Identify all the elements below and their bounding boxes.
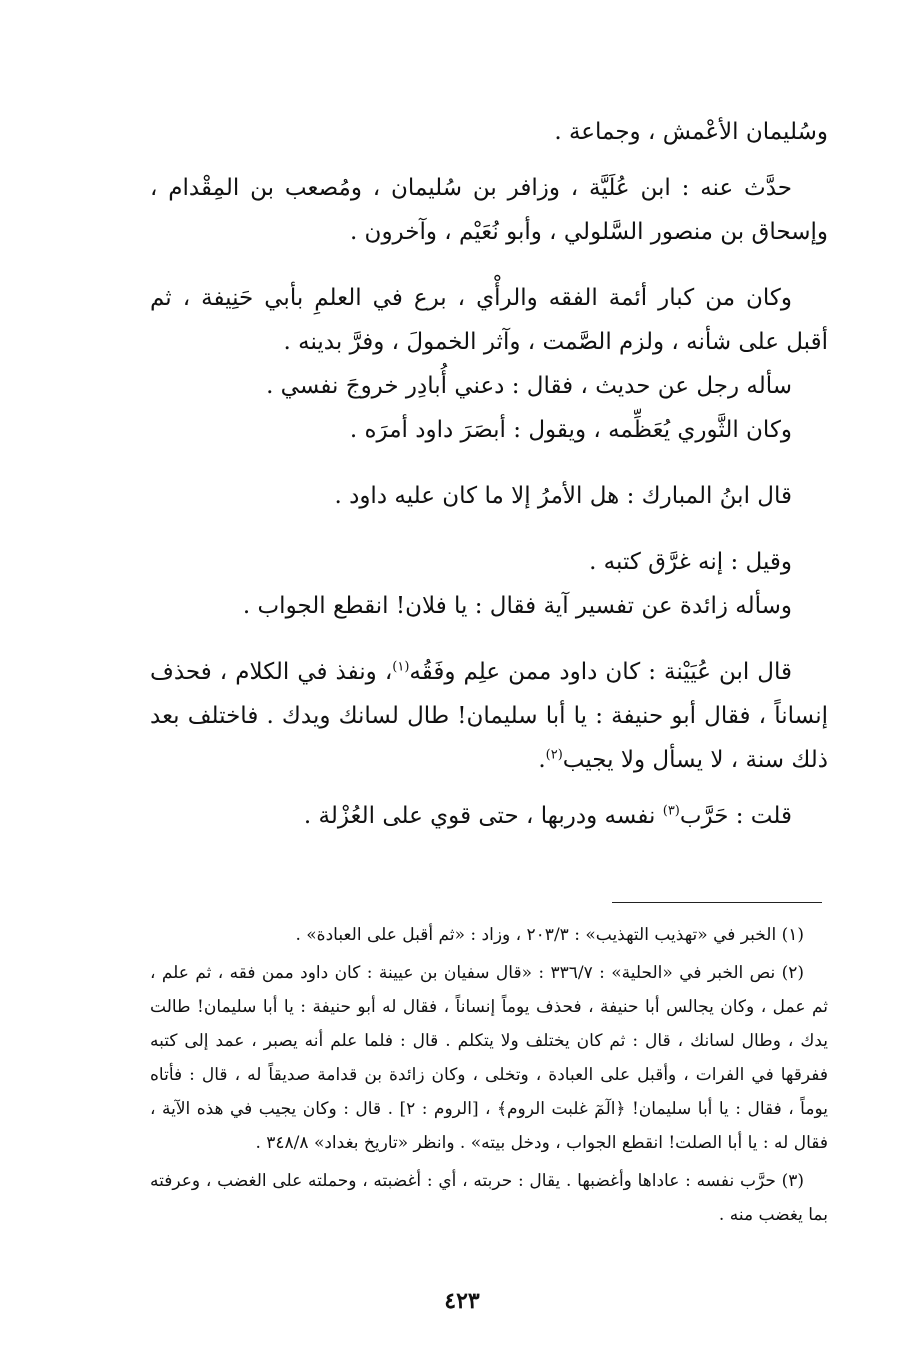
text-run: قلت : حَرَّب bbox=[679, 803, 792, 829]
paragraph: وسُليمان الأعْمش ، وجماعة . bbox=[554, 119, 828, 145]
footnote-divider bbox=[612, 902, 822, 903]
footnote: (٢) نص الخبر في «الحلية» : ٣٣٦/٧ : «قال سفيان بن عيينة : كان داود ممن فقه ، ثم علم ، ثم عمل ، وكان يجالس أبا حنيفة ، فحذف يوماً إنساناً ، فقال له أبو حنيفة : يا أبا سليمان! طالت يدك ، وطال لسانك ، قال : ثم كان يختلف ولا يتكلم . قال : فلما علم أنه يصبر ، عمد إلى كتبه ففرقها في الفرات ، وأقبل على العبادة ، وتخلى ، وكان زائدة بن قدامة صديقاً له ، قال : فأتاه يوماً ، فقال : يا أبا سليمان! ﴿الٓمٓ غلبت الروم﴾ ، [الروم : ٢] . قال : وكان يجيب في هذه الآية ، فقال له : يا أبا الصلت! انقطع الجواب ، ودخل بيته» . وانظر «تاريخ بغداد» ٣٤٨/٨ . bbox=[150, 963, 828, 1153]
paragraph bbox=[150, 794, 828, 838]
text-run: ، ونفذ في الكلام ، فحذف إنساناً ، فقال أبو حنيفة : يا أبا سليمان! طال لسانك ويدك . فاختلف بعد ذلك سنة ، لا يسأل ولا يجيب bbox=[150, 659, 828, 773]
footnote: (٣) حرَّب نفسه : عاداها وأغضبها . يقال : حربته ، أي : أغضبته ، وحملته على الغضب ، وعرفته بما يغضب منه . bbox=[150, 1171, 828, 1225]
main-text bbox=[150, 110, 828, 838]
paragraph: قال ابنُ المبارك : هل الأمرُ إلا ما كان عليه داود . bbox=[334, 483, 792, 509]
paragraph bbox=[150, 650, 828, 782]
paragraph: سأله رجل عن حديث ، فقال : دعني أُبادِر خروجَ نفسي . bbox=[266, 373, 792, 399]
page-number: ٤٢٣ bbox=[444, 1288, 480, 1314]
footnotes bbox=[150, 918, 828, 1232]
footnote-ref: (٣) bbox=[662, 803, 680, 819]
paragraph: حدَّث عنه : ابن عُلَيَّة ، وزافر بن سُليمان ، ومُصعب بن المِقْدام ، وإسحاق بن منصور السَّلولي ، وأبو نُعَيْم ، وآخرون . bbox=[150, 175, 828, 245]
text-run: نفسه ودربها ، حتى قوي على العُزْلة . bbox=[303, 803, 656, 829]
text-run: قال ابن عُيَيْنة : كان داود ممن علِم وفَقُه bbox=[409, 659, 793, 685]
paragraph: وكان الثَّوري يُعَظِّمه ، ويقول : أبصَرَ داود أمرَه . bbox=[349, 417, 792, 443]
footnote-ref: (١) bbox=[392, 659, 410, 675]
footnote: (١) الخبر في «تهذيب التهذيب» : ٢٠٣/٣ ، وزاد : «ثم أقبل على العبادة» . bbox=[295, 925, 804, 945]
paragraph: وسأله زائدة عن تفسير آية فقال : يا فلان! انقطع الجواب . bbox=[242, 593, 792, 619]
paragraph: وقيل : إنه غرَّق كتبه . bbox=[589, 549, 792, 575]
paragraph: وكان من كبار أئمة الفقه والرأْي ، برع في العلمِ بأبي حَنِيفة ، ثم أقبل على شأنه ، ولزم الصَّمت ، وآثر الخمولَ ، وفرَّ بدينه . bbox=[150, 285, 828, 355]
footnote-ref: (٢) bbox=[545, 747, 563, 763]
text-run: . bbox=[538, 747, 546, 773]
